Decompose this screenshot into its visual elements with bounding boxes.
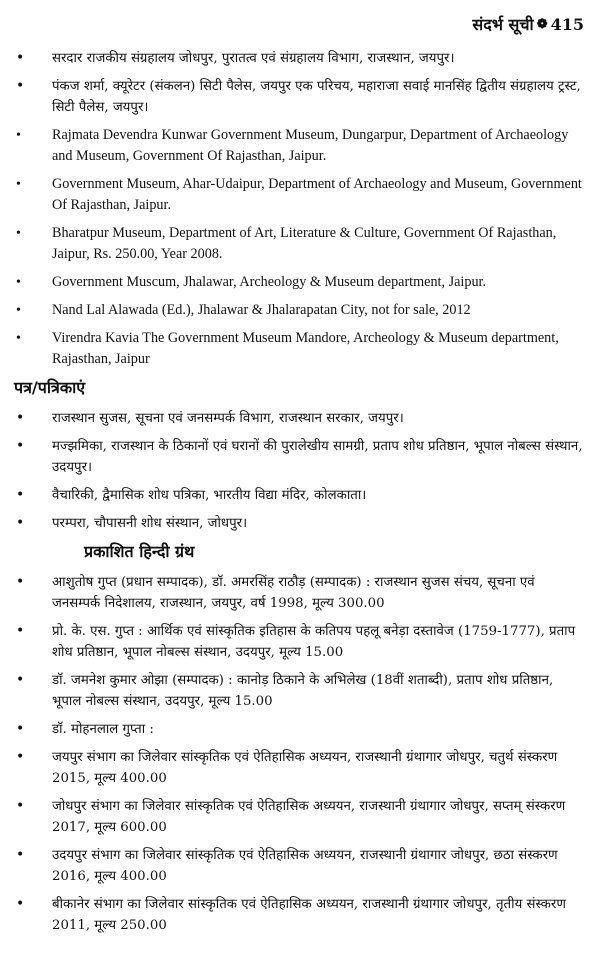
entry-text: प्रो. के. एस. गुप्त : आर्थिक एवं सांस्कृतिक इतिहास के कतिपय पहलू बनेड़ा दस्तावेज (1759-1777), प्रताप शोध प्रतिष्ठान, भूपाल नोबल्स संस्थान, उदयपुर, मूल्य 15.00	[52, 624, 576, 660]
list-item	[14, 125, 584, 167]
entry-text: पंकज शर्मा, क्यूरेटर (संकलन) सिटी पैलेस, जयपुर एक परिचय, महाराजा सवाई मानसिंह द्वितीय संग्रहालय ट्रस्ट, सिटी पैलेस, जयपुर।	[52, 79, 581, 115]
entry-text: Government Muscum, Jhalawar, Archeology & Museum department, Jaipur.	[52, 274, 487, 290]
list-item	[14, 76, 584, 118]
list-item	[14, 436, 584, 478]
list-item	[14, 272, 584, 293]
bullet-icon: •	[16, 672, 25, 688]
bullet-icon: •	[16, 438, 25, 454]
bullet-icon: •	[16, 303, 21, 318]
museum-publications-list	[14, 48, 584, 370]
bullet-icon: •	[16, 410, 25, 426]
list-item	[14, 719, 584, 740]
entry-text: डॉ. मोहनलाल गुप्ता :	[52, 722, 154, 737]
list-item	[14, 408, 584, 429]
list-item	[14, 894, 584, 936]
list-item	[14, 621, 584, 663]
list-item	[14, 747, 584, 789]
bullet-icon: •	[16, 487, 25, 503]
bullet-icon: •	[16, 623, 25, 639]
entry-text: वैचारिकी, द्वैमासिक शोध पत्रिका, भारतीय विद्या मंदिर, कोलकाता।	[52, 488, 367, 503]
bullet-icon: •	[16, 515, 25, 531]
bullet-icon: •	[16, 574, 25, 590]
section-heading-journals: पत्र/पत्रिकाएं	[14, 378, 86, 397]
list-item	[14, 513, 584, 534]
list-item	[14, 485, 584, 506]
entry-text: बीकानेर संभाग का जिलेवार सांस्कृतिक एवं ऐतिहासिक अध्ययन, राजस्थानी ग्रंथागार जोधपुर, तृतीय संस्करण 2011, मूल्य 250.00	[52, 897, 566, 933]
bullet-icon: •	[16, 275, 21, 290]
section-heading-hindi-books: प्रकाशित हिन्दी ग्रंथ	[84, 542, 195, 561]
bullet-icon: •	[16, 896, 25, 912]
list-item	[14, 223, 584, 265]
entry-text: मज्झमिका, राजस्थान के ठिकानों एवं घरानों की पुरालेखीय सामग्री, प्रताप शोध प्रतिष्ठान, भूपाल नोबल्स संस्थान, उदयपुर।	[52, 439, 583, 475]
bullet-icon: •	[16, 331, 21, 346]
entry-text: Virendra Kavia The Government Museum Mandore, Archeology & Museum department, Rajasthan, Jaipur	[52, 330, 559, 367]
bullet-icon: •	[16, 847, 25, 863]
entry-text: आशुतोष गुप्त (प्रधान सम्पादक), डॉ. अमरसिंह राठौड़ (सम्पादक) : राजस्थान सुजस संचय, सूचना एवं जनसम्पर्क निदेशालय, राजस्थान, जयपुर, वर्ष 1998, मूल्य 300.00	[52, 575, 535, 611]
bullet-icon: •	[16, 721, 25, 737]
bullet-icon: •	[16, 78, 25, 94]
entry-text: राजस्थान सुजस, सूचना एवं जनसम्पर्क विभाग, राजस्थान सरकार, जयपुर।	[52, 411, 404, 426]
entry-text: जोधपुर संभाग का जिलेवार सांस्कृतिक एवं ऐतिहासिक अध्ययन, राजस्थानी ग्रंथागार जोधपुर, सप्तम् संस्करण 2017, मूल्य 600.00	[52, 799, 566, 835]
list-item	[14, 174, 584, 216]
entry-text: Rajmata Devendra Kunwar Government Museum, Dungarpur, Department of Archaeology and Museum, Government Of Rajasthan, Jaipur.	[52, 127, 569, 164]
entry-text: परम्परा, चौपासनी शोध संस्थान, जोधपुर।	[52, 516, 248, 531]
entry-text: Bharatpur Museum, Department of Art, Literature & Culture, Government Of Rajasthan, Jaipur, Rs. 250.00, Year 2008.	[52, 225, 557, 262]
bullet-icon: •	[16, 798, 25, 814]
page-number: 415	[550, 14, 584, 34]
list-item	[14, 845, 584, 887]
entry-text: Nand Lal Alawada (Ed.), Jhalawar & Jhalarapatan City, not for sale, 2012	[52, 302, 471, 318]
entry-text: उदयपुर संभाग का जिलेवार सांस्कृतिक एवं ऐतिहासिक अध्ययन, राजस्थानी ग्रंथागार जोधपुर, छठा संस्करण 2016, मूल्य 400.00	[52, 848, 558, 884]
bullet-icon: •	[16, 226, 21, 241]
hindi-books-list	[14, 572, 584, 936]
entry-text: डॉ. जमनेश कुमार ओझा (सम्पादक) : कानोड़ ठिकाने के अभिलेख (18वीं शताब्दी), प्रताप शोध प्रतिष्ठान, भूपाल नोबल्स संस्थान, उदयपुर, मूल्य 15.00	[52, 673, 554, 709]
bullet-icon: •	[16, 50, 25, 66]
list-item	[14, 670, 584, 712]
header-title: संदर्भ सूची	[472, 15, 534, 34]
running-header	[14, 10, 584, 38]
list-item	[14, 796, 584, 838]
list-item	[14, 572, 584, 614]
bullet-icon: •	[16, 128, 21, 143]
list-item	[14, 328, 584, 370]
entry-text: जयपुर संभाग का जिलेवार सांस्कृतिक एवं ऐतिहासिक अध्ययन, राजस्थानी ग्रंथागार जोधपुर, चतुर्थ संस्करण 2015, मूल्य 400.00	[52, 750, 558, 786]
list-item	[14, 48, 584, 69]
journals-list	[14, 408, 584, 534]
header-separator: ❁	[536, 16, 548, 32]
list-item	[14, 300, 584, 321]
bullet-icon: •	[16, 749, 25, 765]
entry-text: सरदार राजकीय संग्रहालय जोधपुर, पुरातत्व एवं संग्रहालय विभाग, राजस्थान, जयपुर।	[52, 51, 455, 66]
bullet-icon: •	[16, 177, 21, 192]
entry-text: Government Museum, Ahar-Udaipur, Department of Archaeology and Museum, Government Of Rajasthan, Jaipur.	[52, 176, 582, 213]
